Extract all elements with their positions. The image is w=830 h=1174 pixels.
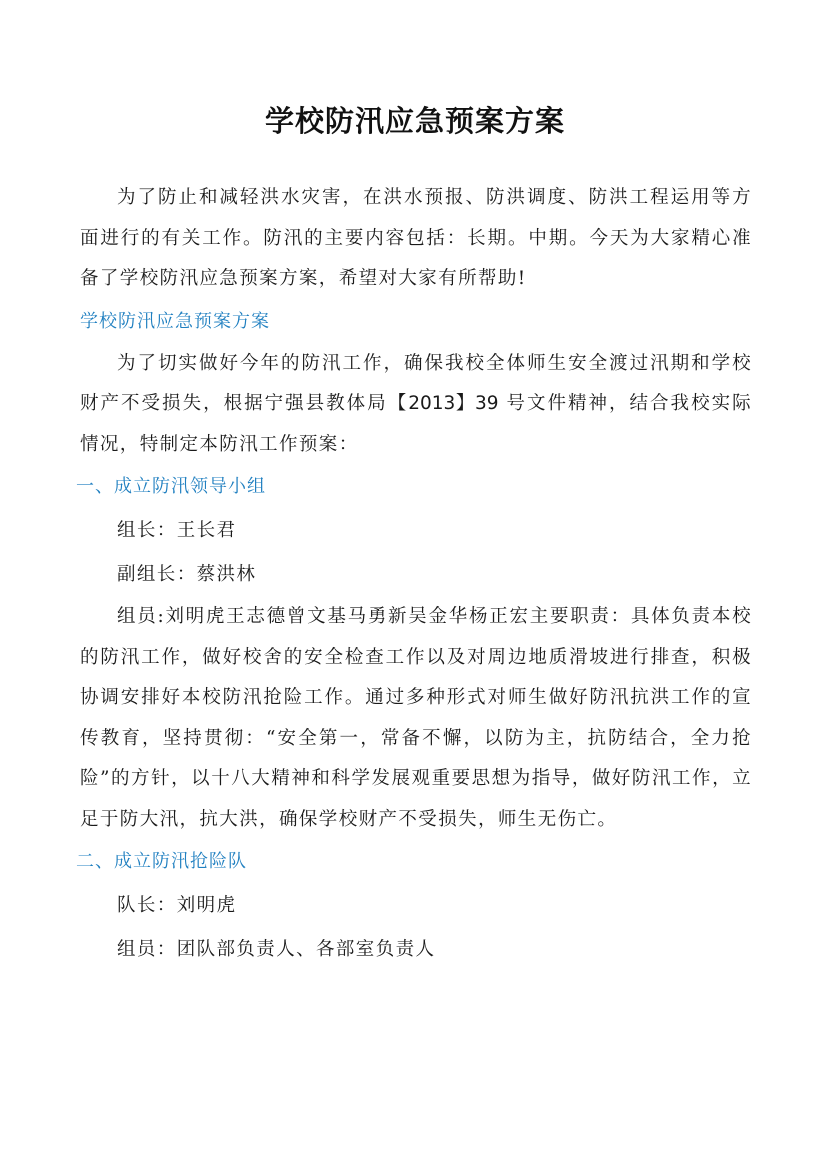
section1-heading: 一、成立防汛领导小组 bbox=[76, 476, 266, 497]
captain-line: 队长：刘明虎 bbox=[117, 895, 237, 916]
subtitle-heading: 学校防汛应急预案方案 bbox=[80, 310, 270, 332]
purpose-text-start: 为了切实做好今年的防汛工作，确保我校全体师生安全渡过汛期和学校财产不受损失，根据宁强县教体局【 bbox=[80, 352, 752, 414]
intro-paragraph: 为了防止和减轻洪水灾害，在洪水预报、防洪调度、防洪工程运用等方面进行的有关工作。防汛的主要内容包括：长期。中期。今天为大家精心准备了学校防汛应急预案方案，希望对大家有所帮助! bbox=[80, 187, 752, 289]
document-body bbox=[76, 178, 752, 972]
section2-heading: 二、成立防汛抢险队 bbox=[76, 851, 247, 872]
document-number: 2013】39 bbox=[408, 393, 499, 414]
team-members-line: 组员：团队部负责人、各部室负责人 bbox=[117, 939, 436, 960]
purpose-paragraph bbox=[80, 344, 752, 466]
purpose-text-end: 号文件精神，结合我校实际情况，特制定本防汛工作预案： bbox=[80, 393, 752, 455]
deputy-line: 副组长：蔡洪林 bbox=[117, 564, 257, 585]
document-title: 学校防汛应急预案方案 bbox=[264, 104, 565, 139]
members-paragraph: 组员:刘明虎王志德曾文基马勇新吴金华杨正宏主要职责：具体负责本校的防汛工作，做好校舍的安全检查工作以及对周边地质滑坡进行排查，积极协调安排好本校防汛抢险工作。通过多种形式对师生做好防汛抗洪工作的宣传教育，坚持贯彻：“安全第一，常备不懈，以防为主，抗防结合，全力抢险”的方针，以十八大精神和科学发展观重要思想为指导，做好防汛工作，立足于防大汛，抗大洪，确保学校财产不受损失，师生无伤亡。 bbox=[80, 606, 752, 830]
leader-line: 组长：王长君 bbox=[117, 520, 237, 541]
